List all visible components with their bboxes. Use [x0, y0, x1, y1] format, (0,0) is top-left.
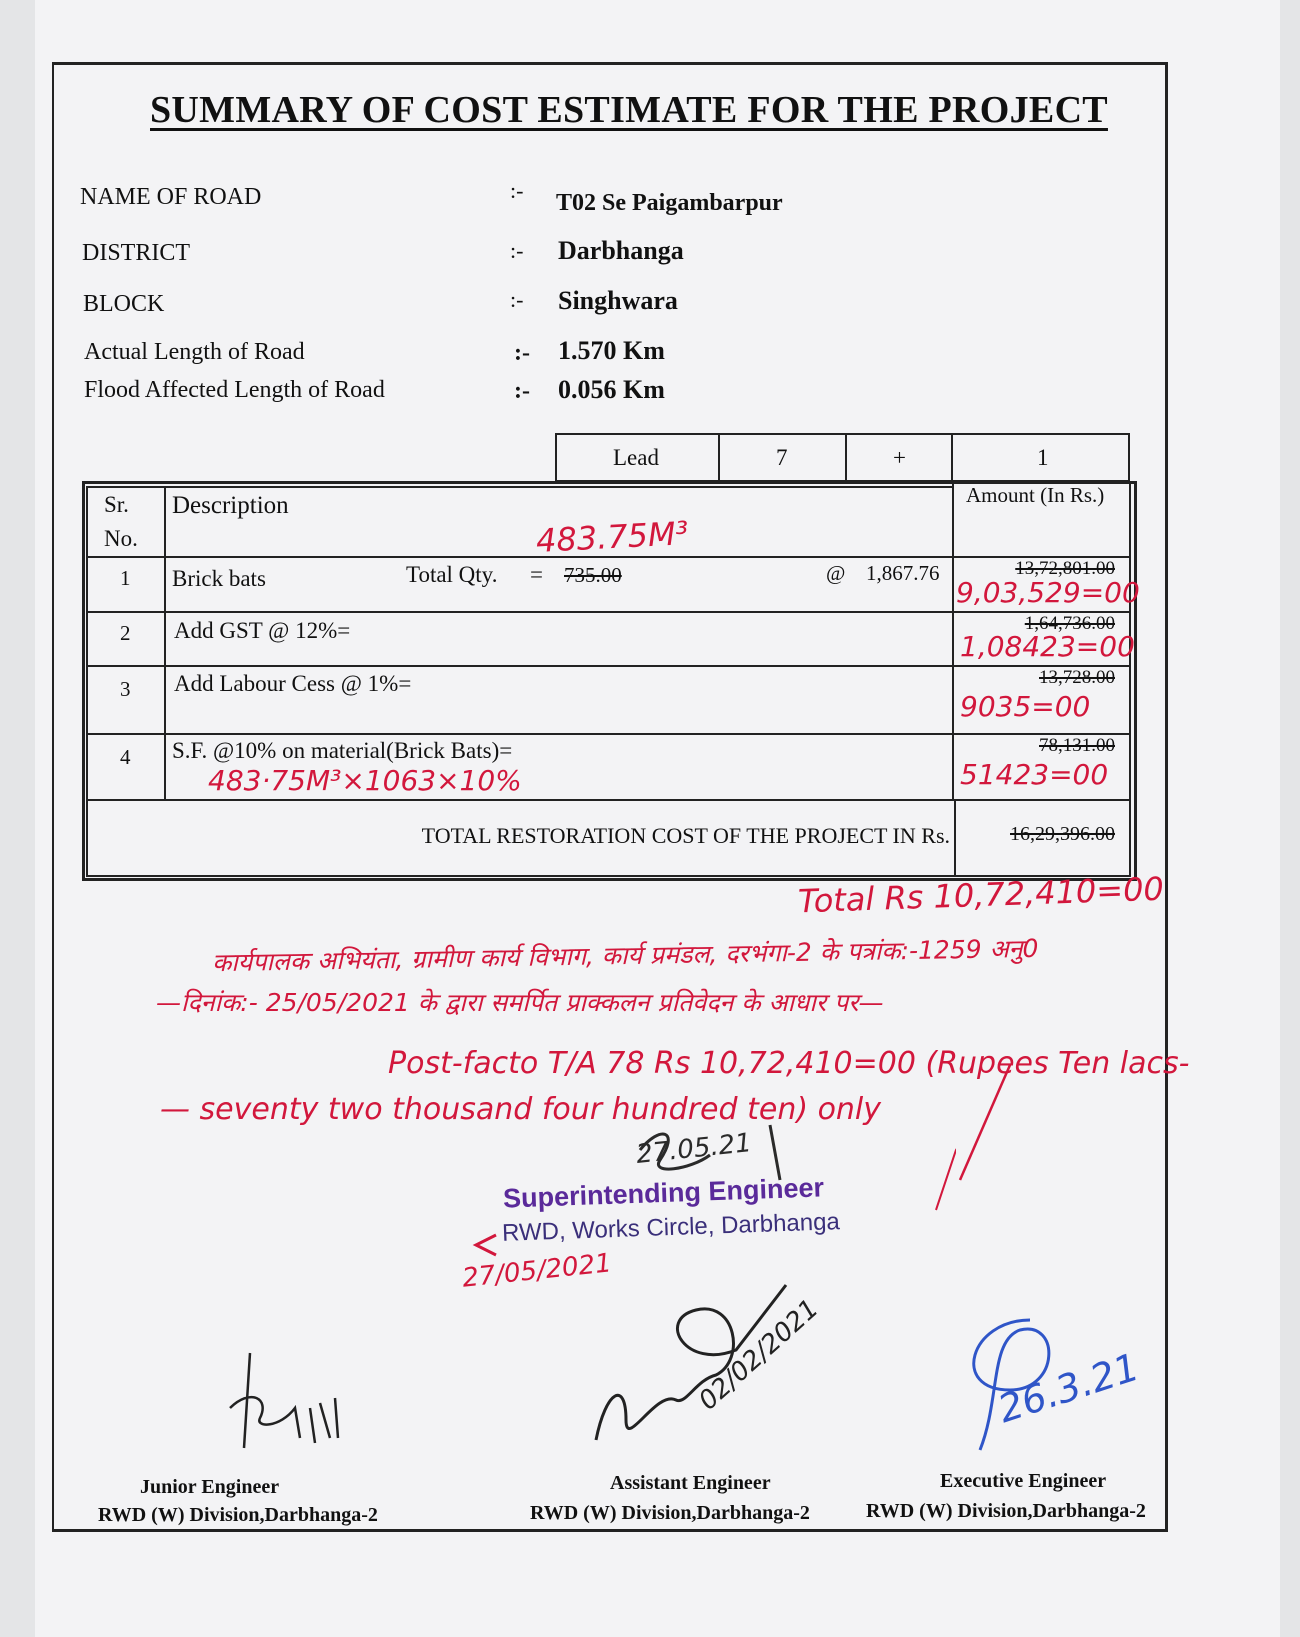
row4-amount: 78,131.00	[1039, 735, 1115, 756]
stamp-office: RWD, Works Circle, Darbhanga	[501, 1208, 841, 1247]
row1-eq: =	[530, 562, 543, 587]
row1-sr: 1	[120, 566, 131, 590]
total-amount-cell	[954, 799, 1131, 877]
lead-a-cell	[718, 433, 847, 482]
row1-rate: 1,867.76	[866, 561, 940, 585]
lead-label: Lead	[613, 445, 659, 470]
row3-sr-cell	[86, 665, 166, 735]
assistant-engineer-title: Assistant Engineer	[610, 1472, 771, 1494]
handwritten-stamp-date: 27/05/2021	[460, 1248, 614, 1294]
handwritten-line-1: कार्यपालक अभियंता, ग्रामीण कार्य विभाग, कार्य प्रमंडल, दरभंगा-2 के पत्रांक:-1259 अनु0	[211, 933, 1039, 978]
row1-qty: 735.00	[564, 563, 622, 587]
handwritten-total-line: Total Rs 10,72,410=00	[797, 869, 1165, 921]
field-label-block: BLOCK	[83, 291, 165, 317]
junior-engineer-signature	[220, 1348, 350, 1458]
handwritten-revised-qty: 483.75M³	[535, 514, 690, 560]
row1-at: @	[826, 561, 846, 585]
lead-b-value: 1	[1037, 445, 1049, 470]
lead-plus: +	[893, 445, 906, 470]
stamp-title: Superintending Engineer	[502, 1172, 825, 1214]
handwritten-row2-revised: 1,08423=00	[960, 630, 1135, 663]
field-value-block: Singhwara	[558, 286, 678, 315]
row2-desc: Add GST @ 12%=	[174, 618, 351, 643]
header-description: Description	[172, 492, 289, 519]
total-label-cell	[86, 799, 956, 877]
executive-engineer-date: 26.3.21	[992, 1344, 1145, 1432]
superintending-date: 27.05.21	[634, 1128, 754, 1170]
header-amount-cell	[952, 481, 1131, 558]
field-label-road: NAME OF ROAD	[80, 184, 262, 210]
lead-label-cell	[555, 433, 720, 482]
total-amount: 16,29,396.00	[1010, 823, 1115, 845]
row4-sr-cell	[86, 733, 166, 801]
total-label: TOTAL RESTORATION COST OF THE PROJECT IN Rs.	[421, 823, 950, 848]
header-sr-2: No.	[104, 526, 138, 551]
field-sep-flood-length: :-	[514, 378, 530, 404]
field-sep-district: :-	[510, 238, 524, 263]
handwritten-row3-revised: 9035=00	[960, 690, 1091, 723]
row3-desc-cell	[164, 665, 954, 735]
row1-desc-cell	[164, 556, 954, 613]
lead-plus-cell	[845, 433, 953, 482]
field-sep-road: :-	[510, 178, 524, 203]
header-amount: Amount (In Rs.)	[966, 483, 1105, 507]
junior-engineer-office: RWD (W) Division,Darbhanga-2	[98, 1504, 378, 1526]
row2-desc-cell	[164, 611, 954, 667]
field-label-flood-length: Flood Affected Length of Road	[84, 377, 385, 403]
red-slash-stroke	[950, 1060, 1030, 1190]
row4-sr: 4	[120, 745, 131, 769]
field-sep-block: :-	[510, 287, 524, 312]
row1-amount: 13,72,801.00	[1015, 558, 1115, 579]
executive-engineer-title: Executive Engineer	[940, 1470, 1107, 1492]
field-sep-actual-length: :-	[514, 340, 530, 366]
field-label-actual-length: Actual Length of Road	[84, 339, 305, 365]
junior-engineer-title: Junior Engineer	[140, 1476, 280, 1498]
row2-sr: 2	[120, 621, 131, 645]
row1-desc: Brick bats	[172, 566, 266, 591]
handwritten-line-4: — seventy two thousand four hundred ten) only	[160, 1092, 882, 1127]
field-value-actual-length: 1.570 Km	[558, 336, 665, 365]
assistant-engineer-date: 02/02/2021	[693, 1293, 825, 1417]
document-title: SUMMARY OF COST ESTIMATE FOR THE PROJECT	[150, 89, 1108, 131]
executive-engineer-office: RWD (W) Division,Darbhanga-2	[866, 1500, 1146, 1522]
lead-b-cell	[951, 433, 1130, 482]
lead-a-value: 7	[776, 445, 788, 470]
header-sr-1: Sr.	[104, 492, 129, 517]
header-sr-cell	[86, 486, 166, 558]
assistant-engineer-office: RWD (W) Division,Darbhanga-2	[530, 1502, 810, 1524]
field-value-road: T02 Se Paigambarpur	[556, 190, 783, 216]
row1-sr-cell	[86, 556, 166, 613]
row2-sr-cell	[86, 611, 166, 667]
handwritten-line-3: Post-facto T/A 78 Rs 10,72,410=00 (Rupees Ten lacs-	[388, 1046, 1190, 1081]
field-value-district: Darbhanga	[558, 236, 684, 265]
row3-desc: Add Labour Cess @ 1%=	[174, 671, 412, 696]
row4-desc: S.F. @10% on material(Brick Bats)=	[172, 738, 513, 763]
field-value-flood-length: 0.056 Km	[558, 375, 665, 404]
handwritten-row1-revised: 9,03,529=00	[956, 576, 1140, 609]
row3-amount: 13,728.00	[1039, 667, 1115, 688]
row1-qty-label: Total Qty.	[406, 562, 498, 587]
row2-amount: 1,64,736.00	[1024, 613, 1115, 634]
handwritten-row4-note: 483·75M³×1063×10%	[208, 764, 522, 797]
handwritten-line-2: —दिनांक:- 25/05/2021 के द्वारा समर्पित प्राक्कलन प्रतिवेदन के आधार पर—	[156, 988, 884, 1017]
handwritten-row4-revised: 51423=00	[960, 758, 1109, 791]
field-label-district: DISTRICT	[82, 240, 190, 266]
row3-sr: 3	[120, 677, 131, 701]
